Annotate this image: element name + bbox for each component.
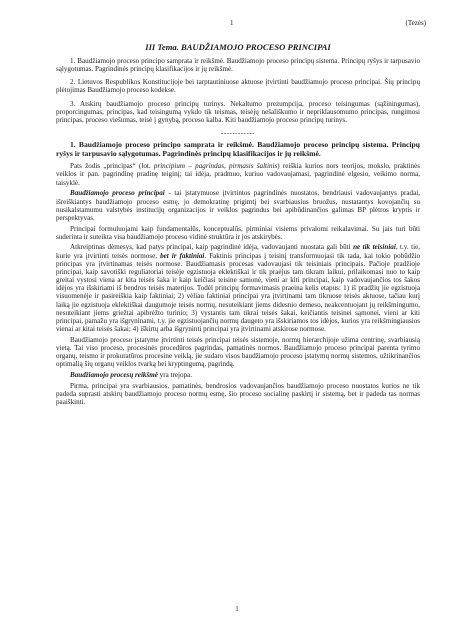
header-tag: (Tezės) xyxy=(405,19,426,27)
paragraph-legal-factual: Atkreiptinas dėmesys, kad patys principai, kaip pagrindinė idėja, vadovaujanti nuostata gali būti ne tik teisiniai, t.y. tie, kurie yra įtvirtinti teisės normose, bet ir faktiniai. Faktinis principas į teisinį transformuojasi tik tada, kai tokio pobūdžio principas yra įtvirtinamas teisės normose. Baudžiamasis procesas vadovaujasi tik teisiniais principais. Pačioje pradžioje principai, kaip savotiški reguliatoriai teisėje egzistuoja eklektiškai ir tik praėjus tam tikram laikui, prilaikomasi nuo to kaip greitai vystosi viena ar kita teisės šaka ir kaip keičiasi teisine samonė, vieni ar kiti principai, kaip vadovaujančios tos šakos idėjos yra išskiriami iš bendros teisės materijos. Todėl principų formavimasis praeina kelis etapus: 1) iš pradžių jie egzistuoja visuomenėje ir pasireiškia kaip faktiniai; 2) vėliau faktiniai principai yra įtvirtinami tam tikruose teisės aktuose, tačiau kurį laiką jie egzistuoja eklektiškai daugumoje teisės normų, nesuteikiant jiems didesnio demeso, neakcentuojant jų reikšmingumo, nesuteikiant jiems griežtai apibrėžto turinio; 3) vystantis tam tikrai teisės šakai, keičiantis teisinei sąmonei, vieni ar kiti principai, pamažu yra išgryninami, t.y. jie egzistuojančių normų daugeto yra išskiriamos tos idėjos, kurios yra reikšmingiausios vienai ar kitai teisės šakai; 4) iškirtų arba išgryninti principai yra įtvirtinami atskirose normose. xyxy=(56,243,421,334)
paragraph-formulation: Principai formuluojami kaip fundamentalūs, konceptualūs, pirminiai visiems privalomi reikalavimai. Su jais turi būti suderinta ir suteikta visa baudžiamojo proceso vidinė struktūra ir jos atskirybės. xyxy=(56,224,420,241)
outline-item-1: 1. Baudžiamojo proceso principo samprata ir reikšmė. Baudžiamojo proceso principų sistema. Principų ryšys ir tarpusavio sąlygotumas. Pagrindinės principų klasifikacijos ir jų reikšmė. xyxy=(56,57,420,74)
outline-item-3: 3. Atskirų baudžiamojo proceso principų turinys. Nekaltumo prezumpcija, proceso teisingumas (sąžiningumas), proporcingumas, principas, kad teisingumą vykdo tik teismas, teisėjų nešališkumo ir nepriklausomumo principas, rungimosi principas, proceso viešumas, teisė į gynybą, proceso kalba. Kiti baudžiamojo proceso principų turinys. xyxy=(56,99,420,124)
paragraph-principle-word: Pats žodis „principas“ (lot. principium – pagrindas, pirmasis šaltinis) reiškia kurios nors teorijos, mokslo, praktinės veiklos ir pan. pagrindinę pradinę teiginį; tai idėja, pradmuo, kuriuo vadovaujamasi, pagrindinė elgesio, veikimo norma, taisyklė. xyxy=(56,162,420,187)
topic-outline xyxy=(56,57,420,124)
paragraph-significance: Baudžiamojo procesų reikšmė yra trejopa. xyxy=(70,371,192,379)
paragraph-first: Pirma, principai yra svarbiausios, pamatinės, bendrosios vadovaujančios baudžiamojo proceso nuostatos kurios ne tik padeda suprasti atskirų baudžiamojo proceso normų esmę, šio proceso socialinę paskirtį ir sistemą, bet ir padeda tas normas paaiškinti. xyxy=(56,381,420,407)
paragraph-definition: Baudžiamojo proceso principai - tai įstatymuose įtvirtintos pagrindinės nuostatos, bendriausi vadovaujantys pradai, išreiškiantys baudžiamojo proceso esmę, jo demokratinę prigimtį bei svarbiausius bruožus, nustatantys kovojančių su nusikalstamumu valstybės institucijų organizacijos ir veiklos pagrindus bei apibūdinančios galimas BP plėtros kryptis ir perspektyvas. xyxy=(56,189,420,222)
paragraph-hierarchy: Baudžiamojo proceso įstatyme įtvirtinti teisės principai teisės sistemoje, normų hierarchijoje užima centrinę, svarbiausią vietą. Tai viso proceso, procesinės procedūros pagrindas, pamatinės normos. Baudžiamojo proceso principai parenta tyrimo organų, teismo ir prokuratūros procesine veiklą, jie sudaro visos baudžiamojo proceso įstatymų normų sistemos, užtikrinančios optimalią šių organų veiklos tvarką bei kryptingumą, pagrindą. xyxy=(56,335,420,369)
section-heading: 1. Baudžiamojo proceso principo samprata ir reikšmė. Baudžiamojo proceso principų sistema. Principų ryšys ir tarpusavio sąlygotumas. Pagrindinės principų klasifikacijos ir jų reikšmė. xyxy=(56,140,420,158)
page-title: III Tema. BAUDŽIAMOJO PROCESO PRINCIPAI xyxy=(145,42,331,52)
outline-item-2: 2. Lietuvos Respublikos Konstitucijoje bei tarptautiniuose aktuose įtvirtinti baudžiamojo proceso principai. Šių principų plėtojimas Baudžiamojo proceso kodekse. xyxy=(56,78,420,95)
footer-page-number: 1 xyxy=(235,605,239,613)
separator: ------------ xyxy=(221,129,255,138)
header-page-number: 1 xyxy=(230,19,234,27)
